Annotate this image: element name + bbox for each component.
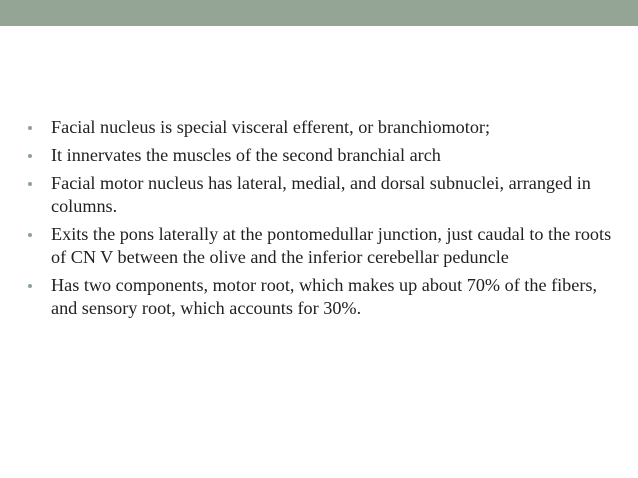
bullet-item [24, 172, 624, 218]
bullet-text: Exits the pons laterally at the pontomedullar junction, just caudal to the roots of CN V between the olive and the inferior cerebellar peduncle [51, 224, 612, 267]
bullet-text: Facial motor nucleus has lateral, medial, and dorsal subnuclei, arranged in columns. [51, 173, 591, 216]
slide-top-bar [0, 0, 638, 26]
bullet-icon [28, 154, 32, 158]
bullet-item [24, 274, 624, 320]
slide-content [24, 116, 624, 325]
bullet-item [24, 116, 624, 139]
bullet-icon [28, 126, 32, 130]
bullet-icon [28, 284, 32, 288]
bullet-text: It innervates the muscles of the second branchial arch [51, 145, 441, 165]
bullet-text: Facial nucleus is special visceral efferent, or branchiomotor; [51, 117, 491, 137]
bullet-icon [28, 182, 32, 186]
bullet-icon [28, 233, 32, 237]
bullet-list [24, 116, 624, 320]
bullet-text: Has two components, motor root, which makes up about 70% of the fibers, and sensory root, which accounts for 30%. [51, 275, 598, 318]
bullet-item [24, 144, 624, 167]
bullet-item [24, 223, 624, 269]
